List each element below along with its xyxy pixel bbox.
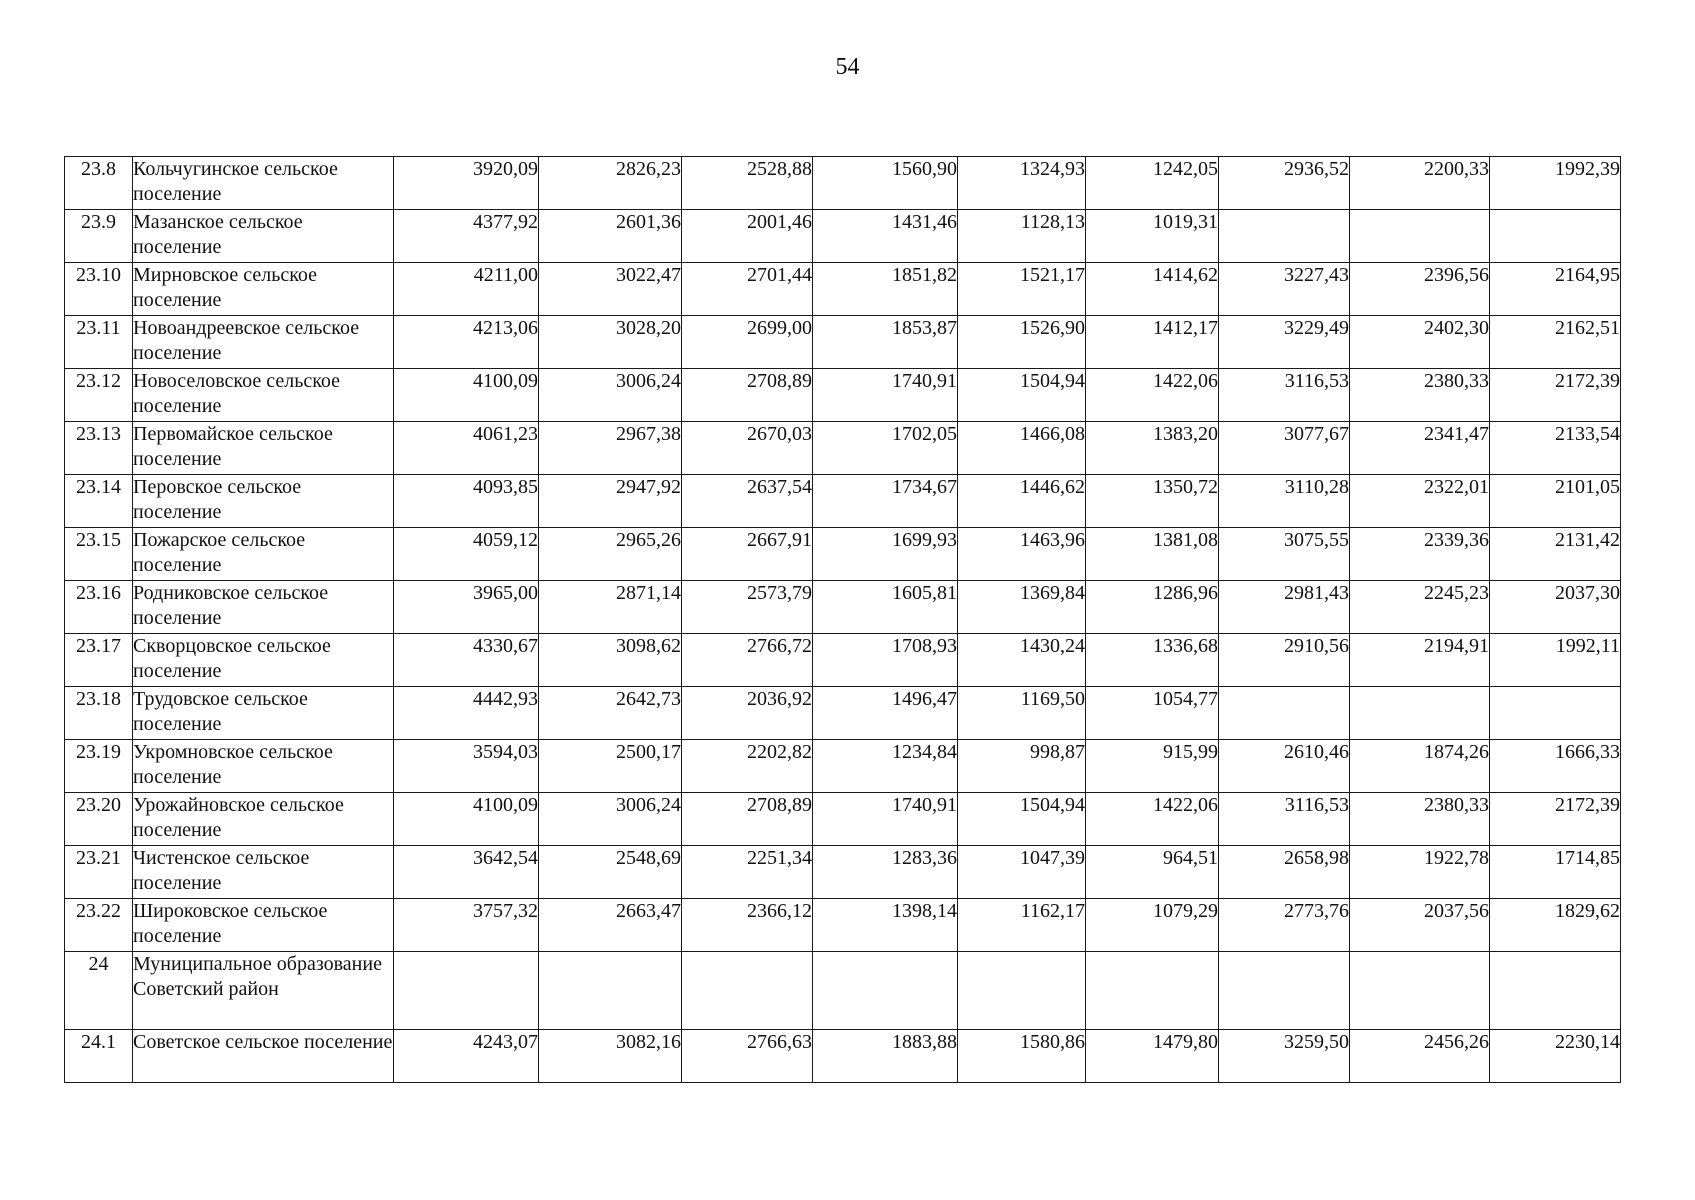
value-cell: 1504,94	[958, 369, 1086, 422]
value-cell: 2001,46	[682, 210, 813, 263]
value-cell	[1219, 952, 1350, 1030]
row-number: 23.16	[65, 581, 133, 634]
settlement-name: Урожайновское сельское поселение	[133, 793, 394, 846]
value-cell: 1054,77	[1086, 687, 1219, 740]
settlement-name: Скворцовское сельское поселение	[133, 634, 394, 687]
value-cell: 1702,05	[813, 422, 958, 475]
value-cell: 1431,46	[813, 210, 958, 263]
value-cell: 1466,08	[958, 422, 1086, 475]
value-cell: 2202,82	[682, 740, 813, 793]
value-cell: 2981,43	[1219, 581, 1350, 634]
value-cell: 1496,47	[813, 687, 958, 740]
value-cell: 2037,30	[1490, 581, 1621, 634]
value-cell: 1883,88	[813, 1030, 958, 1083]
value-cell: 1369,84	[958, 581, 1086, 634]
settlement-name: Трудовское сельское поселение	[133, 687, 394, 740]
row-number: 23.17	[65, 634, 133, 687]
value-cell: 2601,36	[539, 210, 682, 263]
value-cell: 1234,84	[813, 740, 958, 793]
value-cell: 1283,36	[813, 846, 958, 899]
value-cell: 2164,95	[1490, 263, 1621, 316]
value-cell: 915,99	[1086, 740, 1219, 793]
value-cell: 4100,09	[394, 793, 539, 846]
table-row	[65, 793, 1621, 846]
value-cell: 2947,92	[539, 475, 682, 528]
value-cell: 1666,33	[1490, 740, 1621, 793]
value-cell: 3028,20	[539, 316, 682, 369]
value-cell: 3594,03	[394, 740, 539, 793]
settlement-name: Кольчугинское сельское поселение	[133, 157, 394, 210]
value-cell: 2366,12	[682, 899, 813, 952]
settlement-name: Муниципальное образование Советский район	[133, 952, 394, 1030]
table-row	[65, 952, 1621, 1030]
row-number: 23.20	[65, 793, 133, 846]
value-cell: 1383,20	[1086, 422, 1219, 475]
value-cell: 4061,23	[394, 422, 539, 475]
value-cell	[1086, 952, 1219, 1030]
value-cell: 2200,33	[1350, 157, 1490, 210]
row-number: 23.12	[65, 369, 133, 422]
value-cell: 2871,14	[539, 581, 682, 634]
value-cell	[539, 952, 682, 1030]
value-cell: 3110,28	[1219, 475, 1350, 528]
table-row	[65, 263, 1621, 316]
value-cell: 3082,16	[539, 1030, 682, 1083]
value-cell: 2967,38	[539, 422, 682, 475]
value-cell: 1580,86	[958, 1030, 1086, 1083]
value-cell: 1128,13	[958, 210, 1086, 263]
value-cell: 2637,54	[682, 475, 813, 528]
value-cell: 2133,54	[1490, 422, 1621, 475]
value-cell: 3259,50	[1219, 1030, 1350, 1083]
value-cell: 3229,49	[1219, 316, 1350, 369]
table-row	[65, 528, 1621, 581]
value-cell: 2548,69	[539, 846, 682, 899]
settlement-name: Первомайское сельское поселение	[133, 422, 394, 475]
table-row	[65, 316, 1621, 369]
value-cell: 1412,17	[1086, 316, 1219, 369]
value-cell: 1463,96	[958, 528, 1086, 581]
value-cell: 1350,72	[1086, 475, 1219, 528]
value-cell: 1521,17	[958, 263, 1086, 316]
table-row	[65, 687, 1621, 740]
value-cell: 3116,53	[1219, 793, 1350, 846]
row-number: 24	[65, 952, 133, 1030]
value-cell: 2101,05	[1490, 475, 1621, 528]
value-cell: 2245,23	[1350, 581, 1490, 634]
value-cell: 1242,05	[1086, 157, 1219, 210]
value-cell: 1734,67	[813, 475, 958, 528]
value-cell: 3642,54	[394, 846, 539, 899]
value-cell: 2773,76	[1219, 899, 1350, 952]
value-cell: 2708,89	[682, 793, 813, 846]
value-cell: 2910,56	[1219, 634, 1350, 687]
value-cell: 2402,30	[1350, 316, 1490, 369]
value-cell: 2663,47	[539, 899, 682, 952]
value-cell: 3965,00	[394, 581, 539, 634]
row-number: 23.14	[65, 475, 133, 528]
settlement-name: Укромновское сельское поселение	[133, 740, 394, 793]
value-cell	[1219, 210, 1350, 263]
value-cell: 2658,98	[1219, 846, 1350, 899]
value-cell: 1414,62	[1086, 263, 1219, 316]
value-cell: 4330,67	[394, 634, 539, 687]
table-row	[65, 475, 1621, 528]
value-cell: 4059,12	[394, 528, 539, 581]
value-cell: 1853,87	[813, 316, 958, 369]
value-cell: 2131,42	[1490, 528, 1621, 581]
settlement-name: Мазанское сельское поселение	[133, 210, 394, 263]
value-cell: 1922,78	[1350, 846, 1490, 899]
value-cell	[1490, 952, 1621, 1030]
value-cell: 2500,17	[539, 740, 682, 793]
row-number: 24.1	[65, 1030, 133, 1083]
value-cell: 998,87	[958, 740, 1086, 793]
value-cell: 1504,94	[958, 793, 1086, 846]
value-cell	[958, 952, 1086, 1030]
value-cell	[1490, 210, 1621, 263]
value-cell: 2667,91	[682, 528, 813, 581]
value-cell: 3116,53	[1219, 369, 1350, 422]
value-cell: 2380,33	[1350, 369, 1490, 422]
row-number: 23.13	[65, 422, 133, 475]
value-cell	[1490, 687, 1621, 740]
settlement-name: Родниковское сельское поселение	[133, 581, 394, 634]
value-cell: 4211,00	[394, 263, 539, 316]
value-cell: 2396,56	[1350, 263, 1490, 316]
settlement-name: Новоандреевское сельское поселение	[133, 316, 394, 369]
value-cell: 964,51	[1086, 846, 1219, 899]
value-cell: 4442,93	[394, 687, 539, 740]
value-cell: 2162,51	[1490, 316, 1621, 369]
value-cell: 2708,89	[682, 369, 813, 422]
value-cell: 2610,46	[1219, 740, 1350, 793]
value-cell: 2172,39	[1490, 793, 1621, 846]
value-cell: 2670,03	[682, 422, 813, 475]
value-cell: 2766,72	[682, 634, 813, 687]
value-cell: 2642,73	[539, 687, 682, 740]
value-cell: 2036,92	[682, 687, 813, 740]
value-cell: 2965,26	[539, 528, 682, 581]
table-row	[65, 846, 1621, 899]
value-cell: 1708,93	[813, 634, 958, 687]
settlement-name: Перовское сельское поселение	[133, 475, 394, 528]
table-row	[65, 369, 1621, 422]
value-cell: 2456,26	[1350, 1030, 1490, 1083]
value-cell: 1286,96	[1086, 581, 1219, 634]
value-cell: 1336,68	[1086, 634, 1219, 687]
value-cell: 1874,26	[1350, 740, 1490, 793]
value-cell: 2172,39	[1490, 369, 1621, 422]
value-cell	[1350, 210, 1490, 263]
value-cell: 3022,47	[539, 263, 682, 316]
value-cell	[1219, 687, 1350, 740]
table-row	[65, 581, 1621, 634]
table-body	[65, 157, 1621, 1083]
value-cell: 2528,88	[682, 157, 813, 210]
value-cell: 1079,29	[1086, 899, 1219, 952]
value-cell: 1162,17	[958, 899, 1086, 952]
value-cell: 4377,92	[394, 210, 539, 263]
table-row	[65, 210, 1621, 263]
value-cell: 1019,31	[1086, 210, 1219, 263]
value-cell: 1324,93	[958, 157, 1086, 210]
settlement-name: Широковское сельское поселение	[133, 899, 394, 952]
value-cell: 4243,07	[394, 1030, 539, 1083]
row-number: 23.9	[65, 210, 133, 263]
value-cell	[1350, 952, 1490, 1030]
value-cell: 3075,55	[1219, 528, 1350, 581]
settlement-name: Чистенское сельское поселение	[133, 846, 394, 899]
value-cell: 2322,01	[1350, 475, 1490, 528]
table-row	[65, 899, 1621, 952]
value-cell: 1381,08	[1086, 528, 1219, 581]
value-cell: 4100,09	[394, 369, 539, 422]
value-cell: 3098,62	[539, 634, 682, 687]
value-cell: 1169,50	[958, 687, 1086, 740]
value-cell: 1422,06	[1086, 369, 1219, 422]
value-cell: 2341,47	[1350, 422, 1490, 475]
value-cell: 1699,93	[813, 528, 958, 581]
value-cell: 2936,52	[1219, 157, 1350, 210]
value-cell: 2037,56	[1350, 899, 1490, 952]
value-cell	[1350, 687, 1490, 740]
value-cell: 1992,39	[1490, 157, 1621, 210]
value-cell	[682, 952, 813, 1030]
value-cell: 2230,14	[1490, 1030, 1621, 1083]
value-cell	[813, 952, 958, 1030]
row-number: 23.22	[65, 899, 133, 952]
table-row	[65, 634, 1621, 687]
value-cell: 1479,80	[1086, 1030, 1219, 1083]
value-cell	[394, 952, 539, 1030]
value-cell: 2766,63	[682, 1030, 813, 1083]
row-number: 23.15	[65, 528, 133, 581]
row-number: 23.10	[65, 263, 133, 316]
value-cell: 2194,91	[1350, 634, 1490, 687]
value-cell: 3006,24	[539, 369, 682, 422]
value-cell: 2339,36	[1350, 528, 1490, 581]
value-cell: 3227,43	[1219, 263, 1350, 316]
value-cell: 2701,44	[682, 263, 813, 316]
value-cell: 1422,06	[1086, 793, 1219, 846]
value-cell: 4093,85	[394, 475, 539, 528]
row-number: 23.11	[65, 316, 133, 369]
row-number: 23.21	[65, 846, 133, 899]
value-cell: 1851,82	[813, 263, 958, 316]
table-row	[65, 1030, 1621, 1083]
value-cell: 1047,39	[958, 846, 1086, 899]
value-cell: 2380,33	[1350, 793, 1490, 846]
value-cell: 3757,32	[394, 899, 539, 952]
value-cell: 3006,24	[539, 793, 682, 846]
value-cell: 3077,67	[1219, 422, 1350, 475]
value-cell: 1740,91	[813, 793, 958, 846]
value-cell: 1992,11	[1490, 634, 1621, 687]
value-cell: 1829,62	[1490, 899, 1621, 952]
value-cell: 4213,06	[394, 316, 539, 369]
value-cell: 1430,24	[958, 634, 1086, 687]
value-cell: 2573,79	[682, 581, 813, 634]
page-number: 54	[835, 54, 860, 80]
value-cell: 1740,91	[813, 369, 958, 422]
value-cell: 2699,00	[682, 316, 813, 369]
value-cell: 1398,14	[813, 899, 958, 952]
row-number: 23.19	[65, 740, 133, 793]
row-number: 23.8	[65, 157, 133, 210]
value-cell: 1560,90	[813, 157, 958, 210]
tariff-table	[64, 156, 1621, 1083]
settlement-name: Советское сельское поселение	[133, 1030, 394, 1083]
settlement-name: Пожарское сельское поселение	[133, 528, 394, 581]
value-cell: 1714,85	[1490, 846, 1621, 899]
settlement-name: Новоселовское сельское поселение	[133, 369, 394, 422]
table-row	[65, 157, 1621, 210]
value-cell: 1605,81	[813, 581, 958, 634]
table-row	[65, 740, 1621, 793]
table-row	[65, 422, 1621, 475]
value-cell: 3920,09	[394, 157, 539, 210]
value-cell: 1526,90	[958, 316, 1086, 369]
value-cell: 2251,34	[682, 846, 813, 899]
value-cell: 2826,23	[539, 157, 682, 210]
value-cell: 1446,62	[958, 475, 1086, 528]
row-number: 23.18	[65, 687, 133, 740]
settlement-name: Мирновское сельское поселение	[133, 263, 394, 316]
